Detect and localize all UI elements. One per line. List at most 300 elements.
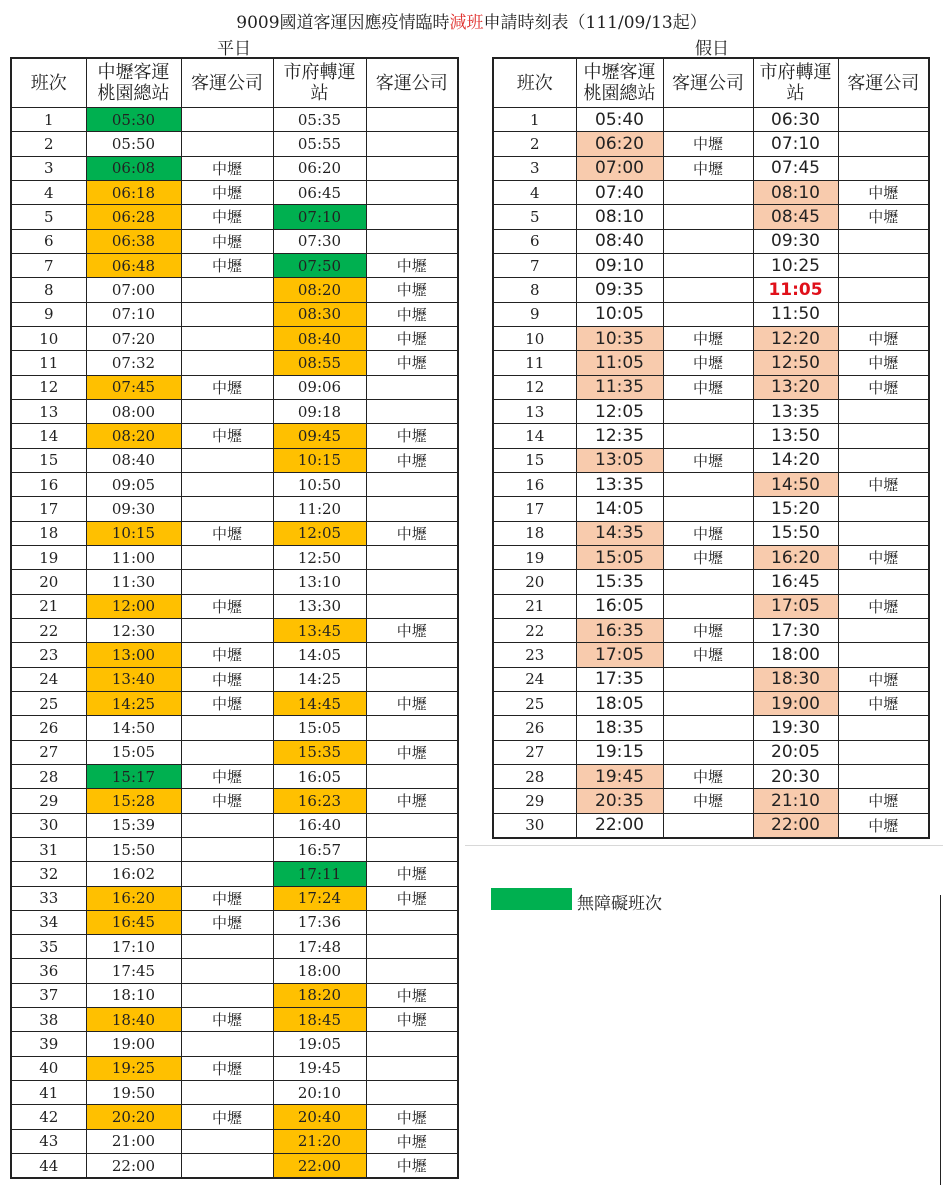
weekday-cell-col-company-2: 中壢 xyxy=(366,326,458,350)
holiday-cell-col-destination: 17:05 xyxy=(753,594,838,618)
weekday-cell-col-trip-no: 13 xyxy=(11,399,86,423)
weekday-cell-col-destination: 09:18 xyxy=(273,399,366,423)
table-row xyxy=(11,424,458,448)
holiday-cell-col-destination: 19:30 xyxy=(753,716,838,740)
weekday-cell-col-company-1: 中壢 xyxy=(181,253,273,277)
holiday-cell-col-company-1 xyxy=(663,497,753,521)
weekday-cell-col-company-2: 中壢 xyxy=(366,789,458,813)
holiday-cell-col-company-1 xyxy=(663,180,753,204)
holiday-cell-col-company-2: 中壢 xyxy=(838,691,929,715)
weekday-cell-col-company-2: 中壢 xyxy=(366,740,458,764)
weekday-cell-col-company-1: 中壢 xyxy=(181,180,273,204)
table-row xyxy=(11,1008,458,1032)
weekday-cell-col-trip-no: 6 xyxy=(11,229,86,253)
holiday-cell-col-trip-no: 7 xyxy=(493,253,576,277)
weekday-cell-col-destination: 07:30 xyxy=(273,229,366,253)
weekday-cell-col-origin: 10:15 xyxy=(86,521,181,545)
holiday-cell-col-company-1 xyxy=(663,205,753,229)
holiday-cell-col-origin: 09:35 xyxy=(576,278,663,302)
weekday-cell-col-origin: 07:00 xyxy=(86,278,181,302)
holiday-cell-col-origin: 08:10 xyxy=(576,205,663,229)
weekday-cell-col-company-2 xyxy=(366,229,458,253)
weekday-cell-col-company-1: 中壢 xyxy=(181,643,273,667)
table-row xyxy=(11,545,458,569)
weekday-cell-col-company-2: 中壢 xyxy=(366,351,458,375)
holiday-cell-col-destination: 09:30 xyxy=(753,229,838,253)
holiday-cell-col-company-1: 中壢 xyxy=(663,375,753,399)
table-row xyxy=(493,497,929,521)
weekday-cell-col-company-2 xyxy=(366,545,458,569)
holiday-cell-col-company-2 xyxy=(838,643,929,667)
weekday-cell-col-company-2: 中壢 xyxy=(366,302,458,326)
holiday-cell-col-trip-no: 2 xyxy=(493,132,576,156)
weekday-cell-col-destination: 19:05 xyxy=(273,1032,366,1056)
weekday-cell-col-trip-no: 26 xyxy=(11,716,86,740)
table-row xyxy=(493,205,929,229)
holiday-cell-col-origin: 18:05 xyxy=(576,691,663,715)
holiday-header-col-company-2: 客運公司 xyxy=(838,58,929,108)
weekday-cell-col-origin: 07:10 xyxy=(86,302,181,326)
weekday-cell-col-destination: 07:50 xyxy=(273,253,366,277)
weekday-cell-col-destination: 11:20 xyxy=(273,497,366,521)
title-highlight: 減班 xyxy=(449,13,484,33)
holiday-cell-col-origin: 06:20 xyxy=(576,132,663,156)
table-row xyxy=(11,886,458,910)
weekday-cell-col-origin: 21:00 xyxy=(86,1129,181,1153)
weekday-cell-col-trip-no: 41 xyxy=(11,1081,86,1105)
weekday-cell-col-company-2 xyxy=(366,570,458,594)
weekday-cell-col-company-2: 中壢 xyxy=(366,691,458,715)
weekday-cell-col-origin: 16:20 xyxy=(86,886,181,910)
holiday-cell-col-company-2: 中壢 xyxy=(838,789,929,813)
holiday-cell-col-company-1 xyxy=(663,424,753,448)
holiday-cell-col-company-2: 中壢 xyxy=(838,180,929,204)
weekday-cell-col-company-1: 中壢 xyxy=(181,1056,273,1080)
table-row xyxy=(493,302,929,326)
table-row xyxy=(11,351,458,375)
holiday-cell-col-company-1: 中壢 xyxy=(663,132,753,156)
weekday-cell-col-company-2 xyxy=(366,935,458,959)
weekday-cell-col-destination: 17:48 xyxy=(273,935,366,959)
weekday-cell-col-trip-no: 36 xyxy=(11,959,86,983)
holiday-cell-col-trip-no: 16 xyxy=(493,472,576,496)
weekday-cell-col-destination: 18:20 xyxy=(273,983,366,1007)
holiday-cell-col-company-2 xyxy=(838,156,929,180)
table-row xyxy=(11,108,458,132)
weekday-cell-col-company-1 xyxy=(181,351,273,375)
weekday-cell-col-trip-no: 34 xyxy=(11,910,86,934)
holiday-cell-col-trip-no: 3 xyxy=(493,156,576,180)
weekday-cell-col-trip-no: 16 xyxy=(11,472,86,496)
holiday-cell-col-trip-no: 17 xyxy=(493,497,576,521)
weekday-cell-col-company-1: 中壢 xyxy=(181,594,273,618)
weekday-cell-col-origin: 07:32 xyxy=(86,351,181,375)
holiday-cell-col-origin: 12:35 xyxy=(576,424,663,448)
weekday-cell-col-destination: 15:35 xyxy=(273,740,366,764)
weekday-cell-col-destination: 14:45 xyxy=(273,691,366,715)
holiday-cell-col-origin: 10:05 xyxy=(576,302,663,326)
table-row xyxy=(11,229,458,253)
holiday-cell-col-trip-no: 4 xyxy=(493,180,576,204)
weekday-cell-col-company-2: 中壢 xyxy=(366,253,458,277)
weekday-cell-col-trip-no: 38 xyxy=(11,1008,86,1032)
holiday-cell-col-destination: 13:35 xyxy=(753,399,838,423)
table-row xyxy=(493,108,929,132)
weekday-cell-col-company-2 xyxy=(366,1056,458,1080)
weekday-cell-col-destination: 14:05 xyxy=(273,643,366,667)
weekday-cell-col-trip-no: 14 xyxy=(11,424,86,448)
holiday-cell-col-origin: 18:35 xyxy=(576,716,663,740)
weekday-cell-col-origin: 07:20 xyxy=(86,326,181,350)
weekday-cell-col-destination: 16:23 xyxy=(273,789,366,813)
holiday-cell-col-company-2 xyxy=(838,302,929,326)
table-row xyxy=(11,789,458,813)
table-row xyxy=(11,205,458,229)
weekday-cell-col-trip-no: 21 xyxy=(11,594,86,618)
table-row xyxy=(11,643,458,667)
weekday-cell-col-company-2: 中壢 xyxy=(366,1129,458,1153)
table-row xyxy=(11,935,458,959)
holiday-cell-col-destination: 20:30 xyxy=(753,764,838,788)
table-row xyxy=(11,302,458,326)
holiday-cell-col-origin: 22:00 xyxy=(576,813,663,838)
holiday-cell-col-company-2 xyxy=(838,278,929,302)
weekday-cell-col-origin: 09:30 xyxy=(86,497,181,521)
weekday-cell-col-origin: 14:25 xyxy=(86,691,181,715)
weekday-cell-col-trip-no: 25 xyxy=(11,691,86,715)
table-row xyxy=(493,667,929,691)
holiday-cell-col-company-2: 中壢 xyxy=(838,326,929,350)
weekday-body xyxy=(11,108,458,1179)
weekday-cell-col-trip-no: 10 xyxy=(11,326,86,350)
table-row xyxy=(493,813,929,838)
weekday-cell-col-trip-no: 18 xyxy=(11,521,86,545)
holiday-cell-col-trip-no: 15 xyxy=(493,448,576,472)
holiday-cell-col-origin: 15:35 xyxy=(576,570,663,594)
weekday-cell-col-company-2 xyxy=(366,667,458,691)
table-row xyxy=(493,691,929,715)
weekday-cell-col-trip-no: 15 xyxy=(11,448,86,472)
weekday-cell-col-trip-no: 32 xyxy=(11,862,86,886)
table-row xyxy=(493,740,929,764)
table-row xyxy=(493,521,929,545)
weekday-cell-col-origin: 12:00 xyxy=(86,594,181,618)
weekday-cell-col-trip-no: 30 xyxy=(11,813,86,837)
holiday-cell-col-company-1: 中壢 xyxy=(663,545,753,569)
weekday-cell-col-company-1 xyxy=(181,278,273,302)
weekday-cell-col-company-2 xyxy=(366,205,458,229)
weekday-cell-col-destination: 06:20 xyxy=(273,156,366,180)
table-row xyxy=(11,1081,458,1105)
weekday-cell-col-company-2 xyxy=(366,764,458,788)
table-row xyxy=(11,156,458,180)
weekday-cell-col-company-1 xyxy=(181,983,273,1007)
table-row xyxy=(11,594,458,618)
table-row xyxy=(493,618,929,642)
holiday-header-col-company-1: 客運公司 xyxy=(663,58,753,108)
holiday-cell-col-destination: 21:10 xyxy=(753,789,838,813)
weekday-cell-col-company-1 xyxy=(181,1129,273,1153)
holiday-cell-col-trip-no: 1 xyxy=(493,108,576,132)
weekday-cell-col-origin: 12:30 xyxy=(86,618,181,642)
holiday-cell-col-company-2 xyxy=(838,108,929,132)
holiday-header-row xyxy=(493,58,929,108)
weekday-cell-col-destination: 17:11 xyxy=(273,862,366,886)
holiday-cell-col-trip-no: 24 xyxy=(493,667,576,691)
table-row xyxy=(11,1105,458,1129)
holiday-cell-col-company-1: 中壢 xyxy=(663,643,753,667)
weekday-cell-col-company-2: 中壢 xyxy=(366,862,458,886)
weekday-cell-col-origin: 19:50 xyxy=(86,1081,181,1105)
weekday-cell-col-destination: 08:55 xyxy=(273,351,366,375)
table-row xyxy=(493,351,929,375)
table-row xyxy=(493,643,929,667)
weekday-cell-col-company-1: 中壢 xyxy=(181,886,273,910)
weekday-cell-col-company-1 xyxy=(181,935,273,959)
weekday-cell-col-company-1: 中壢 xyxy=(181,667,273,691)
holiday-label: 假日 xyxy=(695,39,729,59)
weekday-cell-col-trip-no: 24 xyxy=(11,667,86,691)
weekday-cell-col-company-2 xyxy=(366,1081,458,1105)
weekday-cell-col-company-2 xyxy=(366,1032,458,1056)
table-row xyxy=(11,497,458,521)
holiday-cell-col-destination: 18:00 xyxy=(753,643,838,667)
weekday-cell-col-destination: 13:45 xyxy=(273,618,366,642)
weekday-cell-col-destination: 19:45 xyxy=(273,1056,366,1080)
weekday-cell-col-destination: 10:15 xyxy=(273,448,366,472)
table-row xyxy=(493,399,929,423)
table-row xyxy=(11,278,458,302)
weekday-cell-col-origin: 08:00 xyxy=(86,399,181,423)
weekday-cell-col-origin: 19:00 xyxy=(86,1032,181,1056)
holiday-cell-col-origin: 15:05 xyxy=(576,545,663,569)
legend-label: 無障礙班次 xyxy=(577,894,662,914)
weekday-cell-col-company-1 xyxy=(181,862,273,886)
table-row xyxy=(11,132,458,156)
weekday-cell-col-destination: 18:00 xyxy=(273,959,366,983)
holiday-cell-col-origin: 05:40 xyxy=(576,108,663,132)
weekday-cell-col-destination: 06:45 xyxy=(273,180,366,204)
weekday-cell-col-company-2: 中壢 xyxy=(366,983,458,1007)
holiday-cell-col-destination: 16:45 xyxy=(753,570,838,594)
weekday-cell-col-origin: 08:20 xyxy=(86,424,181,448)
table-row xyxy=(493,156,929,180)
weekday-cell-col-origin: 15:50 xyxy=(86,837,181,861)
holiday-cell-col-destination: 14:20 xyxy=(753,448,838,472)
weekday-cell-col-origin: 06:38 xyxy=(86,229,181,253)
holiday-cell-col-company-2: 中壢 xyxy=(838,667,929,691)
holiday-cell-col-company-2 xyxy=(838,448,929,472)
table-row xyxy=(493,180,929,204)
holiday-cell-col-origin: 13:35 xyxy=(576,472,663,496)
weekday-cell-col-origin: 16:45 xyxy=(86,910,181,934)
holiday-cell-col-destination: 12:50 xyxy=(753,351,838,375)
weekday-cell-col-destination: 22:00 xyxy=(273,1154,366,1179)
holiday-cell-col-company-2: 中壢 xyxy=(838,205,929,229)
holiday-cell-col-trip-no: 13 xyxy=(493,399,576,423)
weekday-cell-col-company-2: 中壢 xyxy=(366,424,458,448)
holiday-cell-col-company-1 xyxy=(663,594,753,618)
table-row xyxy=(11,1056,458,1080)
table-row xyxy=(493,253,929,277)
holiday-cell-col-company-1 xyxy=(663,253,753,277)
weekday-cell-col-company-1 xyxy=(181,448,273,472)
weekday-header-col-destination: 市府轉運 站 xyxy=(273,58,366,108)
weekday-cell-col-company-1: 中壢 xyxy=(181,521,273,545)
holiday-cell-col-company-1 xyxy=(663,229,753,253)
holiday-cell-col-destination: 07:45 xyxy=(753,156,838,180)
weekday-cell-col-company-2 xyxy=(366,156,458,180)
holiday-cell-col-trip-no: 9 xyxy=(493,302,576,326)
weekday-cell-col-company-2: 中壢 xyxy=(366,1008,458,1032)
holiday-cell-col-destination: 13:20 xyxy=(753,375,838,399)
holiday-cell-col-destination: 08:45 xyxy=(753,205,838,229)
weekday-cell-col-origin: 18:10 xyxy=(86,983,181,1007)
holiday-cell-col-company-2 xyxy=(838,497,929,521)
holiday-cell-col-origin: 10:35 xyxy=(576,326,663,350)
table-row xyxy=(11,375,458,399)
weekday-cell-col-company-2: 中壢 xyxy=(366,521,458,545)
table-row xyxy=(11,716,458,740)
weekday-cell-col-destination: 05:55 xyxy=(273,132,366,156)
table-row xyxy=(493,570,929,594)
weekday-cell-col-trip-no: 17 xyxy=(11,497,86,521)
weekday-cell-col-destination: 09:06 xyxy=(273,375,366,399)
weekday-cell-col-company-2 xyxy=(366,594,458,618)
holiday-cell-col-trip-no: 19 xyxy=(493,545,576,569)
holiday-cell-col-company-2 xyxy=(838,424,929,448)
table-row xyxy=(493,424,929,448)
weekday-cell-col-origin: 17:45 xyxy=(86,959,181,983)
table-row xyxy=(11,326,458,350)
weekday-cell-col-company-2 xyxy=(366,180,458,204)
weekday-cell-col-company-1 xyxy=(181,497,273,521)
weekday-cell-col-company-2 xyxy=(366,643,458,667)
weekday-cell-col-destination: 09:45 xyxy=(273,424,366,448)
holiday-cell-col-company-2 xyxy=(838,132,929,156)
holiday-cell-col-trip-no: 18 xyxy=(493,521,576,545)
weekday-cell-col-company-1: 中壢 xyxy=(181,375,273,399)
weekday-cell-col-origin: 06:48 xyxy=(86,253,181,277)
holiday-cell-col-origin: 08:40 xyxy=(576,229,663,253)
holiday-cell-col-company-2: 中壢 xyxy=(838,351,929,375)
weekday-cell-col-origin: 11:00 xyxy=(86,545,181,569)
weekday-cell-col-destination: 16:57 xyxy=(273,837,366,861)
holiday-cell-col-company-2 xyxy=(838,570,929,594)
weekday-cell-col-company-1 xyxy=(181,570,273,594)
table-row xyxy=(11,448,458,472)
weekday-cell-col-company-1 xyxy=(181,1081,273,1105)
weekday-cell-col-origin: 15:17 xyxy=(86,764,181,788)
holiday-cell-col-trip-no: 8 xyxy=(493,278,576,302)
weekday-cell-col-destination: 10:50 xyxy=(273,472,366,496)
weekday-timetable xyxy=(10,57,459,1179)
weekday-cell-col-destination: 16:05 xyxy=(273,764,366,788)
holiday-cell-col-company-2 xyxy=(838,716,929,740)
weekday-cell-col-company-1 xyxy=(181,399,273,423)
weekday-cell-col-origin: 17:10 xyxy=(86,935,181,959)
table-row xyxy=(11,740,458,764)
weekday-cell-col-trip-no: 40 xyxy=(11,1056,86,1080)
weekday-cell-col-company-2 xyxy=(366,108,458,132)
weekday-cell-col-company-2 xyxy=(366,472,458,496)
holiday-cell-col-destination: 20:05 xyxy=(753,740,838,764)
weekday-cell-col-origin: 20:20 xyxy=(86,1105,181,1129)
table-row xyxy=(11,959,458,983)
weekday-cell-col-company-1 xyxy=(181,618,273,642)
weekday-cell-col-company-1 xyxy=(181,326,273,350)
weekday-header-col-trip-no: 班次 xyxy=(11,58,86,108)
weekday-cell-col-trip-no: 29 xyxy=(11,789,86,813)
holiday-cell-col-company-1 xyxy=(663,570,753,594)
weekday-cell-col-trip-no: 37 xyxy=(11,983,86,1007)
holiday-cell-col-company-2: 中壢 xyxy=(838,375,929,399)
table-row xyxy=(11,618,458,642)
table-row xyxy=(493,716,929,740)
legend-swatch xyxy=(491,888,572,910)
weekday-cell-col-trip-no: 8 xyxy=(11,278,86,302)
holiday-cell-col-origin: 20:35 xyxy=(576,789,663,813)
holiday-body xyxy=(493,108,929,838)
holiday-cell-col-company-2: 中壢 xyxy=(838,594,929,618)
table-row xyxy=(493,229,929,253)
holiday-cell-col-trip-no: 20 xyxy=(493,570,576,594)
holiday-cell-col-company-1 xyxy=(663,691,753,715)
holiday-cell-col-origin: 07:00 xyxy=(576,156,663,180)
holiday-cell-col-company-1 xyxy=(663,302,753,326)
weekday-cell-col-trip-no: 39 xyxy=(11,1032,86,1056)
weekday-cell-col-origin: 05:50 xyxy=(86,132,181,156)
weekday-cell-col-trip-no: 31 xyxy=(11,837,86,861)
table-row xyxy=(493,594,929,618)
weekday-cell-col-company-1 xyxy=(181,302,273,326)
weekday-cell-col-trip-no: 5 xyxy=(11,205,86,229)
holiday-cell-col-company-1: 中壢 xyxy=(663,326,753,350)
holiday-cell-col-trip-no: 12 xyxy=(493,375,576,399)
weekday-cell-col-company-1: 中壢 xyxy=(181,1008,273,1032)
holiday-cell-col-company-2: 中壢 xyxy=(838,472,929,496)
weekday-header-col-origin: 中壢客運 桃園總站 xyxy=(86,58,181,108)
holiday-cell-col-destination: 11:05 xyxy=(753,278,838,302)
holiday-cell-col-origin: 14:05 xyxy=(576,497,663,521)
holiday-cell-col-company-2 xyxy=(838,618,929,642)
table-row xyxy=(11,862,458,886)
weekday-cell-col-origin: 15:39 xyxy=(86,813,181,837)
weekday-cell-col-origin: 13:40 xyxy=(86,667,181,691)
holiday-cell-col-destination: 17:30 xyxy=(753,618,838,642)
weekday-cell-col-origin: 06:18 xyxy=(86,180,181,204)
holiday-cell-col-company-1 xyxy=(663,399,753,423)
weekday-cell-col-company-1: 中壢 xyxy=(181,229,273,253)
holiday-cell-col-trip-no: 27 xyxy=(493,740,576,764)
holiday-cell-col-company-1: 中壢 xyxy=(663,764,753,788)
holiday-cell-col-origin: 17:05 xyxy=(576,643,663,667)
table-row xyxy=(11,521,458,545)
weekday-cell-col-company-2 xyxy=(366,375,458,399)
weekday-cell-col-destination: 15:05 xyxy=(273,716,366,740)
weekday-cell-col-origin: 22:00 xyxy=(86,1154,181,1179)
weekday-cell-col-trip-no: 3 xyxy=(11,156,86,180)
weekday-cell-col-destination: 20:40 xyxy=(273,1105,366,1129)
holiday-cell-col-company-2 xyxy=(838,229,929,253)
weekday-cell-col-origin: 19:25 xyxy=(86,1056,181,1080)
weekday-cell-col-origin: 06:28 xyxy=(86,205,181,229)
holiday-cell-col-origin: 16:05 xyxy=(576,594,663,618)
weekday-cell-col-company-1: 中壢 xyxy=(181,691,273,715)
weekday-cell-col-trip-no: 20 xyxy=(11,570,86,594)
holiday-cell-col-destination: 06:30 xyxy=(753,108,838,132)
holiday-cell-col-company-1 xyxy=(663,667,753,691)
